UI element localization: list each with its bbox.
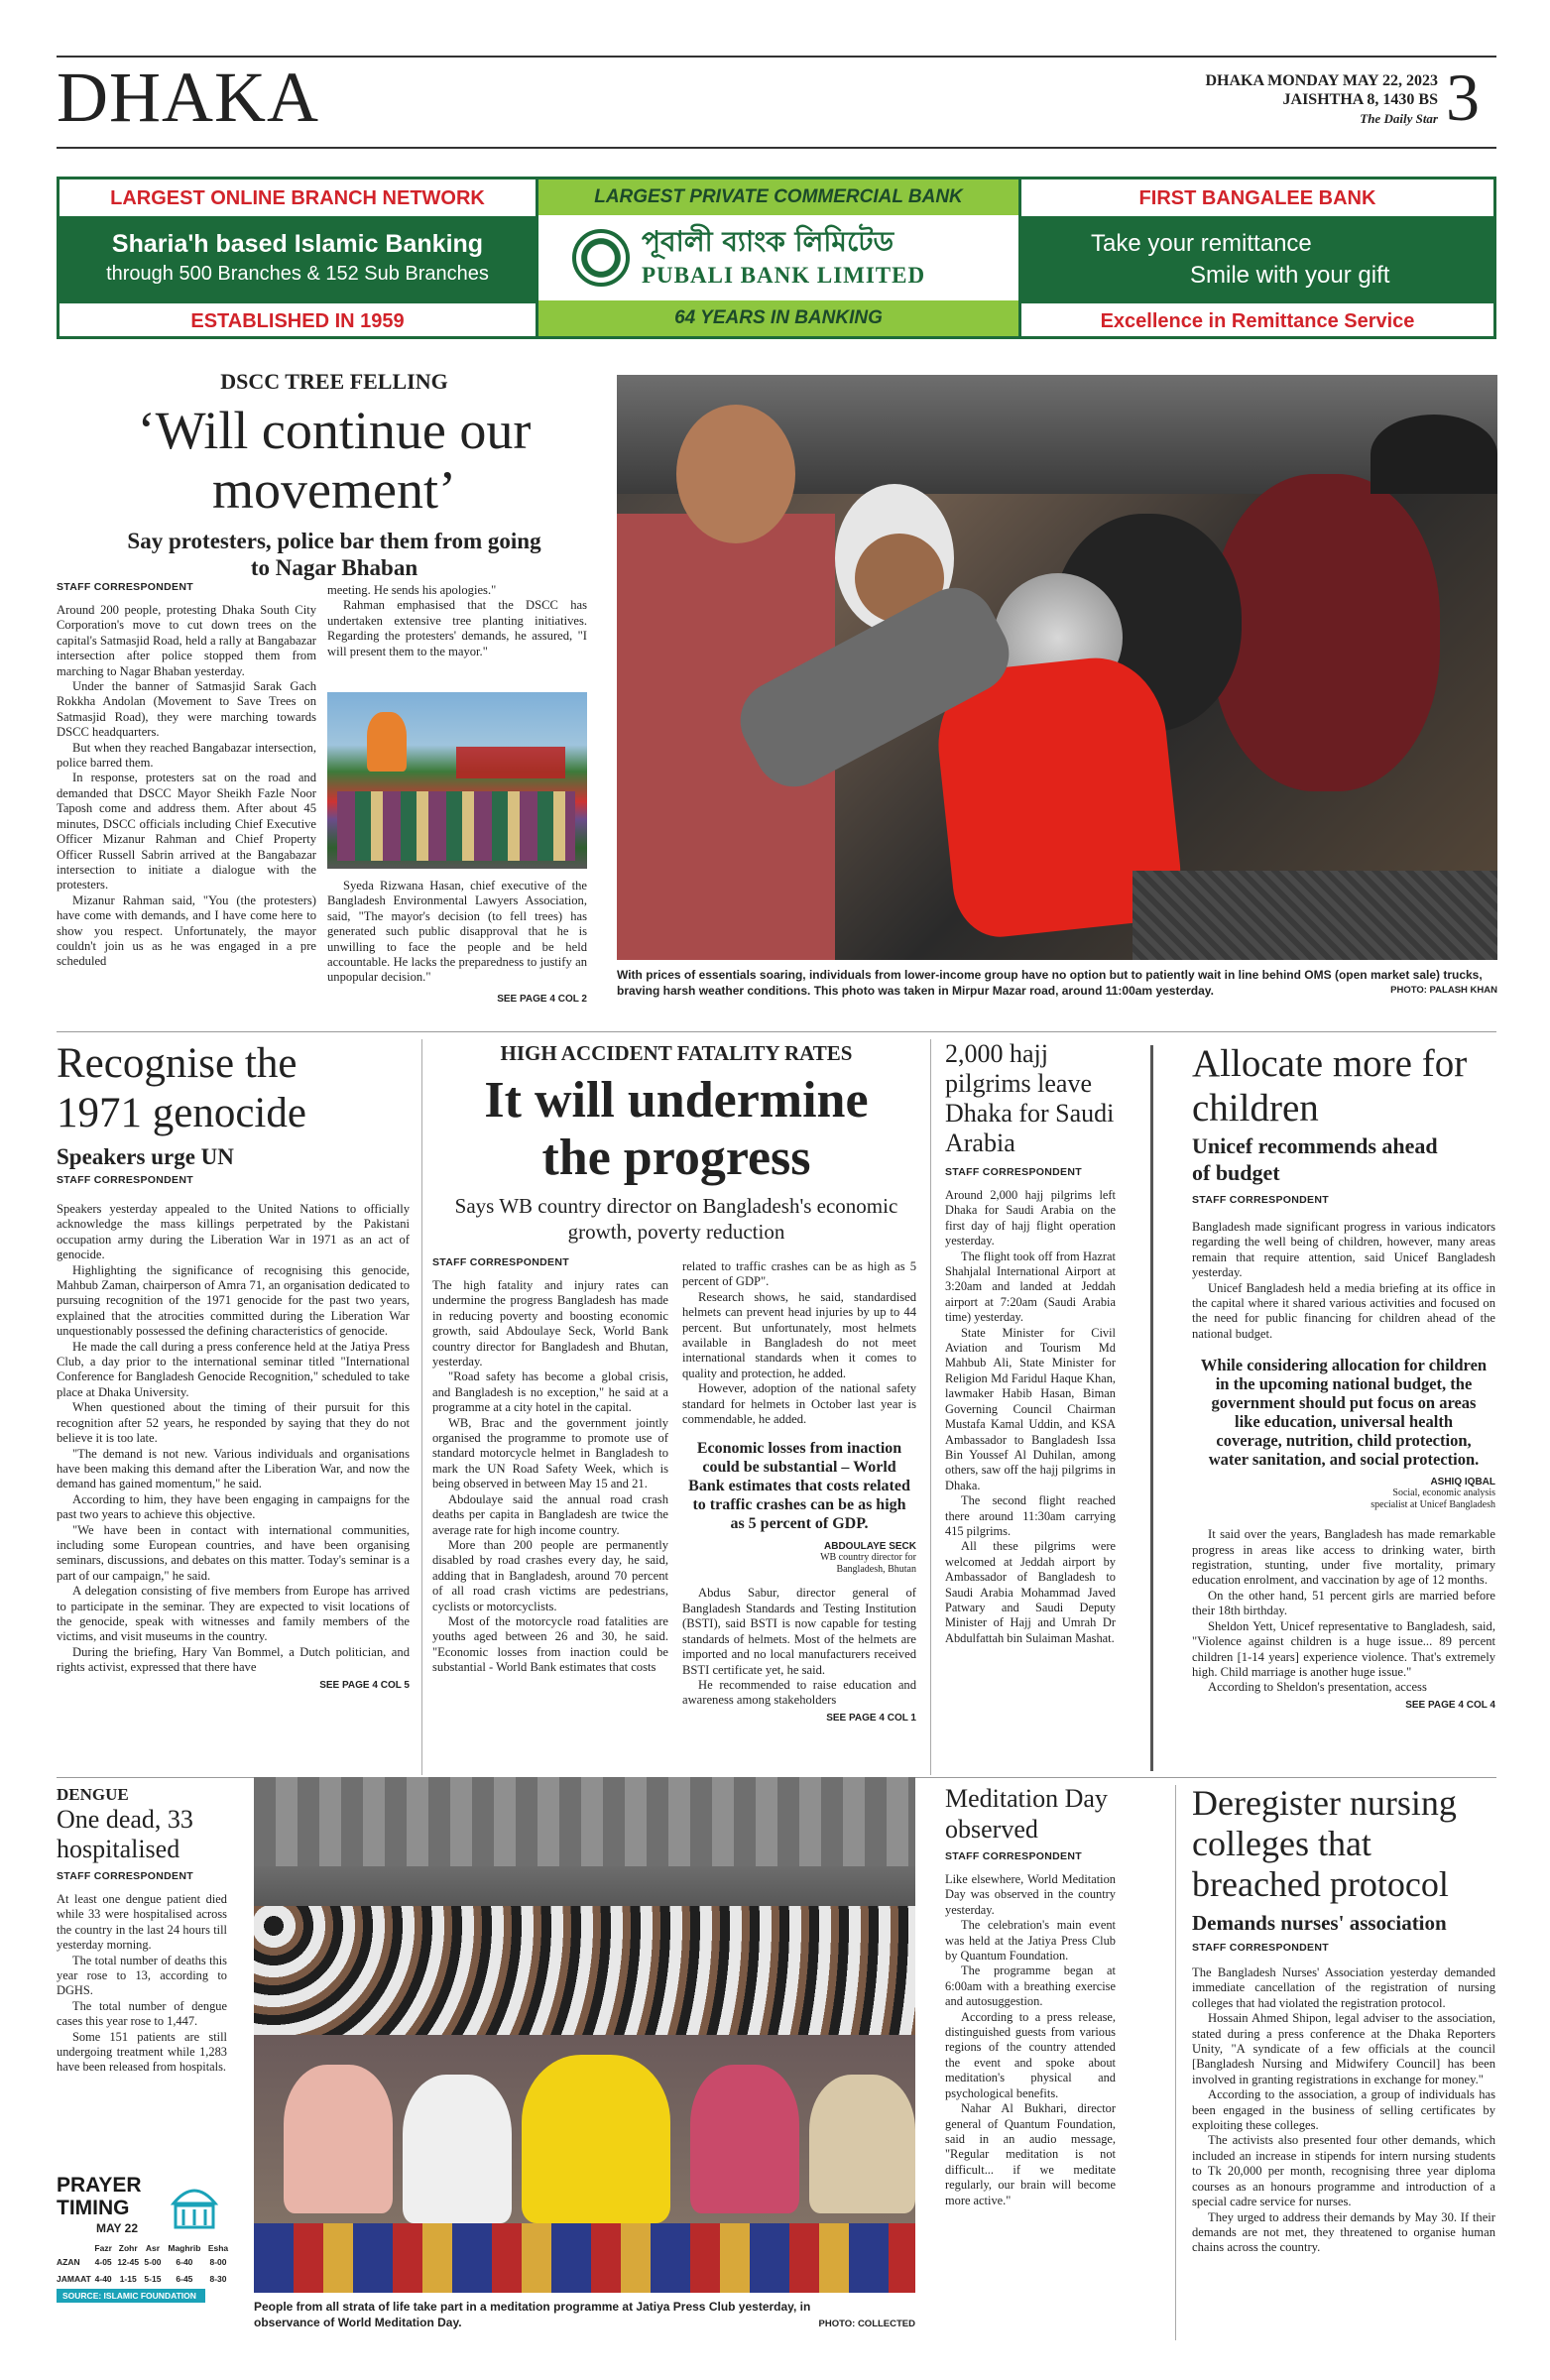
quote-title: WB country director for Bangladesh, Bhutan (820, 1552, 916, 1576)
byline: STAFF CORRESPONDENT (57, 1174, 193, 1186)
ad-center-bottom: 64 YEARS IN BANKING (538, 300, 1018, 336)
prayer-header: Asr (145, 2243, 161, 2253)
caption-text: People from all strata of life take part in a meditation programme at Jatiya Press Club yesterday, in observance of World Meditation Day. (254, 2300, 811, 2329)
story-deck: Unicef recommends ahead of budget (1192, 1133, 1438, 1185)
caption-text: With prices of essentials soaring, individuals from lower-income group have no option but to patiently wait in line behind OMS (open market sale) trucks, braving harsh weather conditions. This photo was taken in Mirpur Mazar road, around 11:00am yesterday. (617, 968, 1483, 998)
prayer-time: 6-40 (176, 2256, 193, 2267)
paragraph: All these pilgrims were welcomed at Jeddah airport by Ambassador of Bangladesh to Saudi Arabia Mohammad Javed Patwary and Saudi Deputy Minister of Hajj and Umrah Dr Abdulfattah bin Sulaiman Mashat. (945, 1539, 1116, 1645)
paragraph: Most of the motorcycle road fatalities are youths aged between 26 and 30, he said. "Economic losses from inaction could be substantial - World Bank estimates that costs (432, 1613, 668, 1675)
paragraph: He made the call during a press conference held at the Jatiya Press Club, a day prior to the international seminar titled "International Conference for Bangladesh Genocide Recognition," scheduled to take place at Dhaka University. (57, 1339, 410, 1399)
paragraph: More than 200 people are permanently disabled by road crashes every day, he said, adding that in Bangladesh, around 70 percent of all road crash victims are pedestrians, cyclists or motorcyclists. (432, 1537, 668, 1613)
byline: STAFF CORRESPONDENT (57, 581, 193, 593)
paragraph: Hossain Ahmed Shipon, legal adviser to the association, stated during a press conference at the Dhaka Reporters Unity, "A syndicate of a few officials at the council [Bangladesh Nursing and Midwifery Council] has been involved in granting registrations in exchange for money." (1192, 2011, 1495, 2086)
continued-link[interactable]: SEE PAGE 4 COL 1 (826, 1712, 916, 1724)
pull-quote: While considering allocation for children in the upcoming national budget, the government should put focus on areas like education, universal health coverage, nutrition, child protection, water sanitation, and social protection. (1200, 1356, 1488, 1470)
meditation-caption (254, 2299, 915, 2329)
paragraph: Rahman emphasised that the DSCC has undertaken extensive tree planting initiatives. Regarding the protesters' demands, he assured, "I will present them to the mayor." (327, 598, 587, 658)
accident-col2 (682, 1259, 916, 1724)
paragraph: Abdus Sabur, director general of Bangladesh Standards and Testing Institution (BSTI), said BSTI is now capable for testing standards of helmets. Most of the helmets are imported and no local manufacturers received BSTI certificate yet, he said. (682, 1586, 916, 1677)
story-kicker: HIGH ACCIDENT FATALITY RATES (500, 1041, 853, 1065)
paragraph: He recommended to raise education and awareness among stakeholders (682, 1677, 916, 1708)
prayer-timing-box (57, 2174, 231, 2303)
paragraph: meeting. He sends his apologies." (327, 583, 497, 597)
meditation-photo (254, 1777, 915, 2293)
paragraph: The celebration's main event was held at the Jatiya Press Club by Quantum Foundation. (945, 1918, 1116, 1964)
section-title: DHAKA (57, 58, 319, 137)
paragraph: related to traffic crashes can be as high as 5 percent of GDP". (682, 1259, 916, 1289)
paragraph: According to a press release, distinguished guests from various regions of the country attended the event and spoke about meditation's physical and psychological benefits. (945, 2009, 1116, 2100)
oms-queue-photo (617, 375, 1497, 960)
quote-name: ABDOULAYE SECK (824, 1541, 916, 1553)
bangla-date: JAISHTHA 8, 1430 BS (1282, 91, 1438, 108)
continued-link[interactable]: SEE PAGE 4 COL 4 (1405, 1699, 1495, 1711)
main-photo-caption (617, 967, 1497, 999)
prayer-header: Zohr (118, 2243, 138, 2253)
prayer-title-2: TIMING (57, 2197, 130, 2219)
ad-left-top: LARGEST ONLINE BRANCH NETWORK (110, 187, 485, 209)
story-headline: Deregister nursing colleges that breached protocol (1192, 1783, 1457, 1904)
byline: STAFF CORRESPONDENT (1192, 1194, 1329, 1206)
paragraph: Nahar Al Bukhari, director general of Quantum Foundation, said in an audio message, "Regular meditation is not difficult... if we meditate regularly, our brain will become more active." (945, 2101, 1116, 2207)
quote-title-2: specialist at Unicef Bangladesh (1371, 1499, 1495, 1511)
prayer-header: Esha (207, 2243, 229, 2253)
story-meditation (945, 1783, 1116, 2208)
dscc-body-col1 (57, 603, 316, 970)
story-unicef (1192, 1041, 1495, 1711)
paragraph: In response, protesters sat on the road and demanded that DSCC Mayor Sheikh Fazle Noor Taposh come and address them. After about 45 minutes, DSCC officials including Chief Executive Officer Mizanur Rahman and Chief Property Officer Russell Sabrin arrived at the Bangabazar intersection to initiate a dialogue with the protesters. (57, 771, 316, 892)
story-headline: It will undermine the progress (484, 1072, 869, 1186)
prayer-date: MAY 22 (96, 2221, 139, 2235)
paragraph: According to him, they have been engaging in campaigns for the past two years to achieve this objective. (57, 1491, 410, 1522)
byline: STAFF CORRESPONDENT (57, 1870, 193, 1882)
story-headline: ‘Will continue our movement’ (137, 401, 532, 520)
paragraph: When questioned about the timing of their pursuit for this recognition after 52 years, he responded by saying that they do not believe it is too late. (57, 1400, 410, 1446)
continued-link[interactable]: SEE PAGE 4 COL 5 (319, 1679, 410, 1691)
paragraph: But when they reached Bangabazar intersection, police barred them. (57, 740, 316, 771)
byline: STAFF CORRESPONDENT (945, 1850, 1082, 1862)
accident-col1 (432, 1256, 668, 1676)
paragraph: Unicef Bangladesh held a media briefing at its office in the capital where it shared various activities and focused on the need for public financing for children ahead of the national budget. (1192, 1280, 1495, 1341)
story-accident (432, 1041, 920, 1245)
paragraph: During the briefing, Hary Van Bommel, a Dutch politician, and rights activist, expressed that there have (57, 1644, 410, 1675)
paragraph: The Bangladesh Nurses' Association yesterday demanded immediate cancellation of the registration of nursing colleges that had violated the registration protocol. (1192, 1965, 1495, 2010)
story-headline: Recognise the 1971 genocide (57, 1040, 306, 1136)
genocide-body (57, 1202, 410, 1676)
paragraph: According to Sheldon's presentation, access (1208, 1680, 1427, 1695)
dateline (1150, 71, 1438, 128)
paragraph: The total number of dengue cases this year rose to 1,447. (57, 1998, 227, 2029)
paragraph: WB, Brac and the government jointly organised the programme to promote use of standard motorcycle helmet in Bangladesh to mark the UN Road Safety Week, which is being observed in between May 15 and 21. (432, 1415, 668, 1491)
paragraph: Research shows, he said, standardised helmets can prevent head injuries by up to 44 percent. But unfortunately, most helmets available in Bangladesh do not meet international standards when it comes to quality and protection, he added. (682, 1289, 916, 1380)
prayer-time: 4-05 (94, 2256, 112, 2267)
ad-right-line1: Take your remittance (1091, 230, 1312, 257)
story-deck: Demands nurses' association (1192, 1911, 1447, 1935)
story-headline: One dead, 33 hospitalised (57, 1805, 193, 1863)
story-kicker: DENGUE (57, 1785, 129, 1804)
story-headline: Meditation Day observed (945, 1784, 1108, 1844)
paragraph: Like elsewhere, World Meditation Day was observed in the country yesterday. (945, 1872, 1116, 1917)
paragraph: Abdoulaye said the annual road crash deaths per capita in Bangladesh are twice the average rate for high income country. (432, 1491, 668, 1537)
quote-name: ASHIQ IQBAL (1430, 1477, 1495, 1488)
prayer-time: 12-45 (117, 2256, 140, 2267)
byline: STAFF CORRESPONDENT (432, 1256, 569, 1268)
pubali-logo-icon (572, 229, 630, 287)
paragraph: The total number of deaths this year rose to 13, according to DGHS. (57, 1953, 227, 1998)
paper-name: The Daily Star (1360, 111, 1438, 126)
prayer-time: 6-45 (176, 2273, 193, 2284)
prayer-title-1: PRAYER (57, 2174, 142, 2197)
paragraph: Speakers yesterday appealed to the United Nations to officially acknowledge the mass killings perpetrated by the Pakistani occupation army during the Liberation War in 1971 as an act of genocide. (57, 1202, 410, 1262)
prayer-header: Maghrib (168, 2243, 201, 2253)
prayer-time: 1-15 (119, 2273, 137, 2284)
paragraph: Syeda Rizwana Hasan, chief executive of the Bangladesh Environmental Lawyers Association, said, "The mayor's decision (to fell trees) has generated such public disapproval that he is unwilling to face the people and be held accountable. He lacks the preparedness to justify an unpopular decision." (327, 879, 587, 985)
paragraph: Around 2,000 hajj pilgrims left Dhaka for Saudi Arabia on the first day of hajj flight operation yesterday. (945, 1188, 1116, 1249)
paragraph: According to the association, a group of individuals has been engaged in the business of selling certificates by exploiting these colleges. (1192, 2087, 1495, 2133)
paragraph: Bangladesh made significant progress in various indicators regarding the well being of children, however, many areas remain that require attention, said Unicef Bangladesh yesterday. (1192, 1220, 1495, 1280)
ad-center-name: PUBALI BANK LIMITED (642, 263, 926, 288)
paragraph: Sheldon Yett, Unicef representative to Bangladesh, said, "Violence against children is a huge issue... 89 percent children [1-14 years] experience violence. That's extremely high. Child marriage is another huge issue." (1192, 1618, 1495, 1679)
ad-center-top: LARGEST PRIVATE COMMERCIAL BANK (538, 179, 1018, 215)
page-number: 3 (1446, 60, 1480, 135)
story-genocide (57, 1039, 410, 1691)
paragraph: Highlighting the significance of recognising this genocide, Mahbub Zaman, chairperson of Amra 71, an organisation dedicated to pursuing recognition of the 1971 genocide for the past two years, explained that the atrocities committed during the Liberation War unquestionably possessed the defining characteristics of genocide. (57, 1262, 410, 1339)
dscc-col1 (57, 581, 316, 970)
paragraph: The programme began at 6:00am with a breathing exercise and autosuggestion. (945, 1964, 1116, 2009)
ad-left-band (60, 216, 536, 303)
mosque-icon (166, 2178, 223, 2231)
paragraph: At least one dengue patient died while 33 were hospitalised across the country in the last 24 hours till yesterday morning. (57, 1892, 227, 1953)
story-dscc (57, 369, 612, 581)
story-headline: Allocate more for children (1192, 1042, 1468, 1130)
prayer-header: Fazr (94, 2243, 112, 2253)
quote-title-1: Social, economic analysis (1392, 1488, 1495, 1499)
paragraph: "The demand is not new. Various individuals and organisations have been making this demand after the Liberation War, and now the demand has gained momentum," he said. (57, 1446, 410, 1491)
paragraph: "Road safety has become a global crisis, and Bangladesh is no exception," he said at a programme at a city hotel in the capital. (432, 1369, 668, 1415)
paragraph: The activists also presented four other demands, which included an increase in stipends for intern nursing students to Tk 20,000 per month, recognising three year diploma courses as an honours programme and introduction of a special cadre service for nurses. (1192, 2133, 1495, 2209)
dscc-col2-bottom (327, 879, 587, 1005)
story-deck: Speakers urge UN (57, 1144, 234, 1169)
paragraph: Under the banner of Satmasjid Sarak Gach Rokkha Andolan (Movement to Save Trees on Satmasjid Road), they were marching towards DSCC headquarters. (57, 679, 316, 740)
story-hajj (945, 1039, 1116, 1646)
paragraph: They urged to address their demands by May 30. If their demands are not met, they threatened to organise human chains across the country. (1192, 2209, 1495, 2255)
paragraph: On the other hand, 51 percent girls are married before their 18th birthday. (1192, 1588, 1495, 1618)
byline: STAFF CORRESPONDENT (1192, 1942, 1329, 1954)
prayer-time: 8-30 (209, 2273, 227, 2284)
protest-photo (327, 692, 587, 869)
paragraph: Mizanur Rahman said, "You (the protesters) have come with demands, and I have come here to show you respect. Unfortunately, the mayor couldn't join us as he was engaged in a pre scheduled (57, 892, 316, 969)
paragraph: It said over the years, Bangladesh has made remarkable progress in areas like access to drinking water, birth registration, stunting, under five mortality, primary education enrolment, and vaccination by age of 12 months. (1192, 1527, 1495, 1588)
ad-left-line2: through 500 Branches & 152 Sub Branches (106, 263, 489, 285)
story-deck: Says WB country director on Bangladesh's economic growth, poverty reduction (454, 1194, 898, 1244)
ad-right-band (1021, 216, 1493, 303)
paragraph: A delegation consisting of five members from Europe has arrived to participate in the seminar. They are expected to visit locations of the genocide, speak with witnesses and family members of the victims, and visit museums in the country. (57, 1584, 410, 1644)
paragraph: The flight took off from Hazrat Shahjalal International Airport at 3:20am and landed at Jeddah airport at 7:20am (Saudi Arabia time) yesterday. (945, 1249, 1116, 1325)
ad-right-line2: Smile with your gift (1190, 262, 1390, 289)
photo-credit: PHOTO: PALASH KHAN (1390, 985, 1497, 996)
photo-credit: PHOTO: COLLECTED (818, 2319, 915, 2329)
prayer-time: 4-40 (94, 2273, 112, 2284)
paragraph: However, adoption of the national safety standard for helmets in October last year is commendable, he added. (682, 1381, 916, 1427)
continued-link[interactable]: SEE PAGE 4 COL 2 (497, 993, 587, 1005)
paragraph: The second flight reached there around 11:30am carrying 415 pilgrims. (945, 1493, 1116, 1538)
story-deck: Say protesters, police bar them from going to Nagar Bhaban (127, 529, 541, 580)
prayer-time: 8-00 (209, 2256, 227, 2267)
prayer-time: 5-15 (144, 2273, 162, 2284)
paragraph: "We have been in contact with international communities, including some European countries, and have been organising seminars, discussions, and debates on this matter. Today's seminar is a part of our campaign," he said. (57, 1522, 410, 1583)
prayer-row-label: AZAN (57, 2256, 80, 2267)
prayer-source: SOURCE: ISLAMIC FOUNDATION (57, 2289, 205, 2303)
paragraph: Around 200 people, protesting Dhaka South City Corporation's move to cut down trees on the capital's Satmasjid Road, held a rally at Bangabazar intersection after police stopped them from marching to Nagar Bhaban yesterday. (57, 603, 316, 678)
pull-quote: Economic losses from inaction could be substantial – World Bank estimates that costs related to traffic crashes can be as high as 5 percent of GDP. (688, 1440, 910, 1533)
ad-left-line1: Sharia'h based Islamic Banking (111, 230, 484, 258)
story-headline: 2,000 hajj pilgrims leave Dhaka for Saudi Arabia (945, 1039, 1115, 1157)
paragraph: Some 151 patients are still undergoing treatment while 1,283 have been released from hospitals. (57, 2029, 227, 2075)
story-kicker: DSCC TREE FELLING (220, 369, 448, 394)
story-nursing (1192, 1783, 1495, 2256)
bank-advertisement[interactable] (57, 177, 1496, 339)
paragraph: State Minister for Civil Aviation and Tourism Md Mahbub Ali, State Minister for Religion Md Faridul Haque Khan, lawmaker Habib Hasan, Biman Governing Council Chairman Mustafa Kamal Uddin, and KSA Ambassador to Bangladesh Issa Bin Youssef Al Duhilan, among others, saw off the hajj pilgrims in Dhaka. (945, 1325, 1116, 1492)
ad-left-bottom: ESTABLISHED IN 1959 (190, 310, 405, 332)
date-line: DHAKA MONDAY MAY 22, 2023 (1205, 72, 1438, 89)
ad-center-bangla: পূবালী ব্যাংক লিমিটেড (642, 225, 894, 258)
dscc-col2 (327, 583, 587, 659)
byline: STAFF CORRESPONDENT (945, 1166, 1082, 1178)
paragraph: The high fatality and injury rates can undermine the progress Bangladesh has made in reducing poverty and boosting economic growth, said Abdoulaye Seck, World Bank country director for Bangladesh and Bhutan, yesterday. (432, 1278, 668, 1369)
story-dengue (57, 1785, 227, 2076)
prayer-table (57, 2243, 231, 2287)
prayer-row-label: JAMAAT (57, 2273, 91, 2284)
prayer-time: 5-00 (144, 2256, 162, 2267)
ad-right-top: FIRST BANGALEE BANK (1138, 187, 1376, 209)
ad-right-bottom: Excellence in Remittance Service (1100, 310, 1415, 332)
ad-center-logo-area (538, 215, 1018, 300)
